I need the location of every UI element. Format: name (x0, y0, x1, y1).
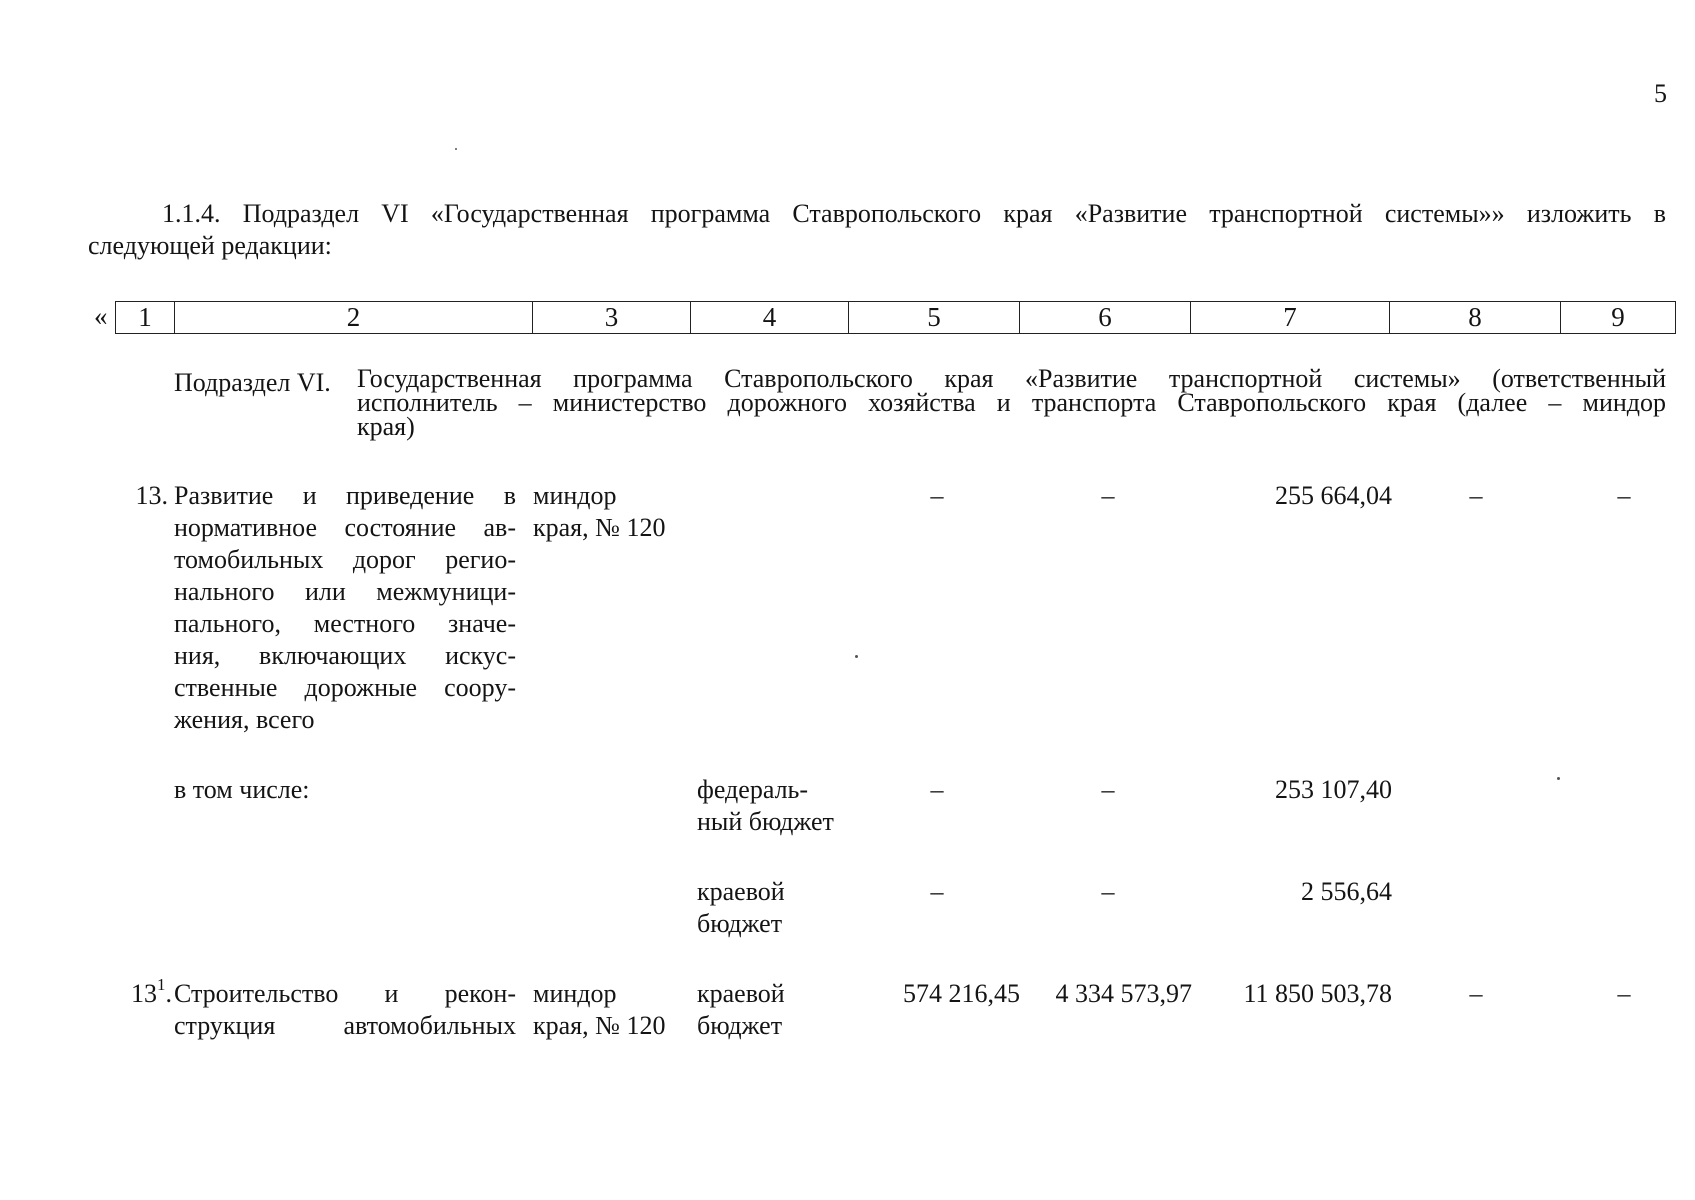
scan-speck (1557, 777, 1560, 780)
row-name-line: жения, всего (174, 705, 315, 734)
table-quote-open: « (94, 301, 108, 331)
cell-col8: – (1469, 979, 1483, 1008)
row-name-line: нального или межмуници- (174, 577, 516, 606)
source-line: федераль- (697, 775, 809, 804)
cell-col9: – (1617, 979, 1631, 1008)
executor-line: края, № 120 (533, 1011, 666, 1040)
executor-line: миндор (533, 481, 617, 510)
scan-speck (855, 655, 858, 658)
cell-col6: 4 334 573,97 (1055, 979, 1192, 1008)
intro-paragraph (88, 198, 1666, 262)
col-number-8: 8 (1390, 302, 1561, 333)
col-number-3: 3 (533, 302, 691, 333)
row-name-line: пального, местного значе- (174, 609, 516, 638)
row-funding-source (697, 774, 834, 838)
row-number-suffix: . (165, 979, 172, 1008)
source-line: ный бюджет (697, 807, 834, 836)
row-number-superscript: 1 (157, 975, 166, 995)
col-number-4: 4 (691, 302, 849, 333)
cell-col6: – (1101, 775, 1115, 804)
cell-col5: – (930, 481, 944, 510)
subsection-title-line-1: Государственная программа Ставропольского края «Развитие транспортной системы» (ответственный (357, 364, 1666, 393)
cell-col6: – (1101, 877, 1115, 906)
row-name-line: Строительство и рекон- (174, 979, 516, 1008)
executor-line: края, № 120 (533, 513, 666, 542)
row-funding-source (697, 876, 785, 940)
col-number-7: 7 (1191, 302, 1390, 333)
col-number-1: 1 (116, 302, 175, 333)
col-number-9: 9 (1611, 302, 1625, 332)
row-number-main: 13 (131, 979, 157, 1008)
source-line: краевой (697, 877, 785, 906)
row-executor (533, 978, 665, 1042)
cell-col6: – (1101, 481, 1115, 510)
cell-col7: 253 107,40 (1275, 775, 1392, 804)
subsection-title-line-2: исполнитель – министерство дорожного хозяйства и транспорта Ставропольского края (далее – миндор (357, 388, 1666, 417)
subsection-title (357, 364, 1666, 441)
cell-col5: – (930, 775, 944, 804)
subsection-label: Подраздел VI. (174, 368, 331, 397)
row-name (174, 480, 516, 736)
column-number-header (115, 301, 1676, 334)
intro-line-2: следующей редакции: (88, 231, 332, 260)
row-name (174, 978, 516, 1042)
row-name-line: нормативное состояние ав- (174, 513, 516, 542)
row-name-line: струкция автомобильных (174, 1011, 516, 1040)
cell-col5: – (930, 877, 944, 906)
page-number: 5 (1654, 79, 1667, 108)
row-name-line: ния, включающих искус- (174, 641, 516, 670)
row-executor (533, 480, 665, 544)
cell-col7: 2 556,64 (1301, 877, 1392, 906)
row-name-line: томобильных дорог регио- (174, 545, 516, 574)
col-number-2: 2 (175, 302, 533, 333)
cell-col7: 255 664,04 (1275, 481, 1392, 510)
col-number-6: 6 (1020, 302, 1191, 333)
executor-line: миндор (533, 979, 617, 1008)
source-line: бюджет (697, 1011, 783, 1040)
intro-line-1: 1.1.4. Подраздел VI «Государственная программа Ставропольского края «Развитие транспортной системы»» изложить в (162, 199, 1666, 228)
cell-col8: – (1469, 481, 1483, 510)
scan-speck (455, 148, 457, 150)
source-line: бюджет (697, 909, 783, 938)
cell-col5: 574 216,45 (903, 979, 1020, 1008)
row-name-line: ственные дорожные соору- (174, 673, 516, 702)
row-name: в том числе: (174, 775, 310, 804)
subsection-title-line-3: края) (357, 412, 415, 441)
source-line: краевой (697, 979, 785, 1008)
row-funding-source (697, 978, 785, 1042)
row-number (110, 975, 172, 1010)
cell-col7: 11 850 503,78 (1243, 979, 1392, 1008)
row-number: 13. (135, 481, 168, 510)
row-name-line: Развитие и приведение в (174, 481, 516, 510)
cell-col9: – (1617, 481, 1631, 510)
col-number-5: 5 (849, 302, 1020, 333)
